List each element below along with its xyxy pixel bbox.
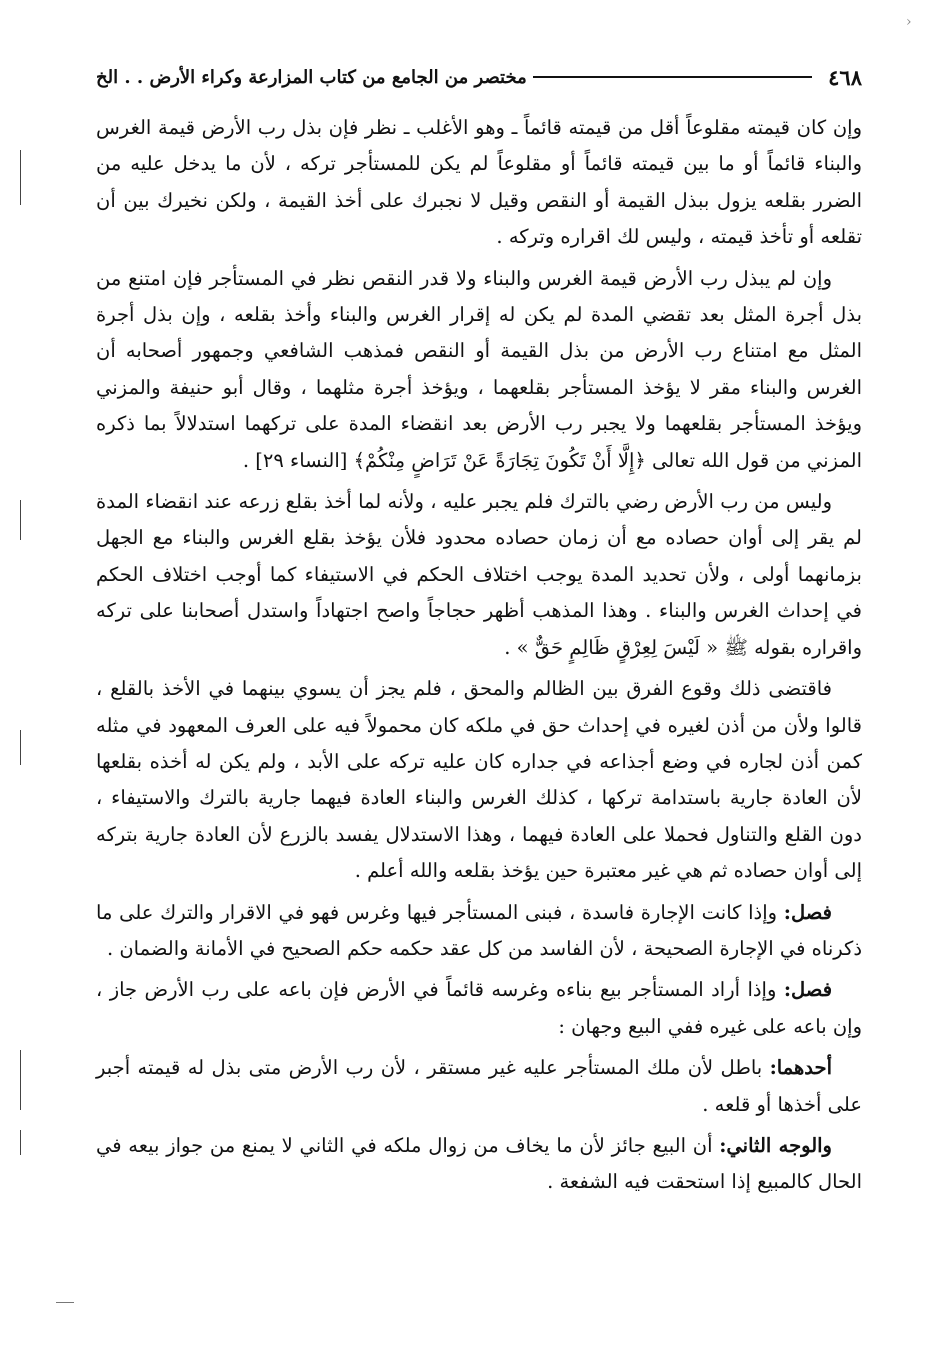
section-label: فصل: (783, 978, 833, 1002)
paragraph (96, 484, 862, 666)
section-paragraph (96, 972, 862, 1045)
crop-mark (56, 1302, 74, 1303)
page-number: ٤٦٨ (828, 64, 862, 90)
paragraph-text: فاقتضى ذلك وقوع الفرق بين الظالم والمحق ، فلم يجز أن يسوي بينهما في الأخذ بالقلع ، قالوا ولأن من أذن لغيره في إحداث حق في ملكه كان محمولاً فيه على العرف المعهود في مثله كمن أذن لجاره في وضع أجذاعه في جداره كان عليه تركه على الأبد ، ولم يكن له أخذه بقلعها لأن العادة جارية باستدامة تركها ، كذلك الغرس والبناء العادة فيهما جارية بالترك والاستيفاء ، دون القلع والتناول فحملا على العادة فيهما ، وهذا الاستدلال يفسد بالزرع لأن العادة جارية بتركه إلى أوان حصاده ثم هي غير معتبرة حين يؤخذ بقلعه والله أعلم . (96, 677, 862, 883)
paragraph (96, 261, 862, 479)
margin-line (20, 1130, 21, 1155)
scan-corner-mark: ‹ (906, 14, 912, 30)
paragraph-text: وإن كان قيمته مقلوعاً أقل من قيمته قائماً ـ وهو الأغلب ـ نظر فإن بذل رب الأرض قيمة الغرس والبناء قائماً أو ما بين قيمته قائماً أو مقلوعاً لم يكن للمستأجر تركه ، لأن ما يدخل عليه من الضرر بقلعه يزول ببذل القيمة أو النقص وقيل لا نجبرك على أخذ القيمة ، ولكن نخيرك بين أن تقلعه أو تأخذ قيمته ، وليس لك اقراره وتركه . (96, 116, 862, 249)
paragraph (96, 671, 862, 889)
margin-line (20, 1050, 21, 1110)
section-label: فصل: (783, 900, 832, 924)
paragraph-text: وليس من رب الأرض رضي بالترك فلم يجبر عليه ، ولأنه لما أخذ بقلع زرعه عند انقضاء المدة لم يقر إلى أوان حصاده مع أن زمان حصاده محدود فلأن يؤخذ بقلع الغرس والبناء مع الجهل بزمانهما أولى ، ولأن تحديد المدة يوجب اختلاف الحكم في الاستيفاء كما أوجب اختلاف الحكم في إحداث الغرس والبناء . وهذا المذهب أظهر حجاجاً واصح اجتهاداً واستدل أصحابنا على تركه واقراره بقوله ﷺ (96, 490, 862, 659)
body-text (96, 110, 862, 1201)
page-header (96, 60, 862, 94)
paragraph-text: أن البيع جائز لأن ما يخاف من زوال ملكه في الثاني لا يمنع من جواز بيعه في الحال كالمبيع إذا استحقت فيه الشفعة . (96, 1133, 862, 1194)
paragraph-text: باطل لأن ملك المستأجر عليه غير مستقر ، لأن رب الأرض متى بذل له قيمته أجبر على أخذها أو قلعه . (96, 1056, 862, 1116)
quran-reference: [النساء ٢٩] . (242, 448, 348, 472)
hadith-quote: « لَيْسَ لِعِرْقٍ ظَالِمٍ حَقٌّ » . (504, 635, 719, 659)
opinion-paragraph (96, 1050, 862, 1123)
paragraph-text: وإذا أراد المستأجر بيع بناءه وغرسه قائماً في الأرض فإن باعه على رب الأرض جاز ، وإن باعه على غيره ففي البيع وجهان : (96, 978, 862, 1038)
margin-line (20, 730, 21, 765)
opinion-paragraph (96, 1128, 862, 1201)
paragraph (96, 110, 862, 256)
opinion-label: والوجه الثاني: (719, 1133, 832, 1157)
quran-quote: ﴿إِلَّا أَنْ تَكُونَ تِجَارَةً عَنْ تَرَاضٍ مِنْكُمْ﴾ (353, 448, 646, 472)
margin-line (20, 150, 21, 205)
paragraph-text: وإن لم يبذل رب الأرض قيمة الغرس والبناء ولا قدر النقص نظر في المستأجر فإن امتنع من بذل أجرة المثل بعد تقضي المدة لم يكن له إقرار الغرس والبناء وأخذ بقلعه ، وإن بذل أجرة المثل مع امتناع رب الأرض من بذل القيمة أو النقص فمذهب الشافعي وجمهور أصحابه أن الغرس والبناء مقر لا يؤخذ المستأجر بقلعهما ، ويؤخذ أجرة مثلهما ، وقال أبو حنيفة والمزني ويؤخذ المستأجر بقلعهما ولا يجبر رب الأرض بعد انقضاء المدة على تركهما استدلالاً بما ذكره المزني من قول الله تعالى (96, 266, 862, 472)
margin-line (20, 500, 21, 540)
running-title: مختصر من الجامع من كتاب المزارعة وكراء الأرض . . الخ (96, 66, 527, 88)
paragraph-text: وإذا كانت الإجارة فاسدة ، فبنى المستأجر فيها وغرس فهو في الاقرار والترك على ما ذكرناه في الإجارة الصحيحة ، لأن الفاسد من كل عقد حكمه حكم الصحيح في الأمانة والضمان . (96, 900, 862, 960)
header-rule (533, 76, 812, 78)
section-paragraph (96, 895, 862, 968)
opinion-label: أحدهما: (769, 1056, 833, 1080)
